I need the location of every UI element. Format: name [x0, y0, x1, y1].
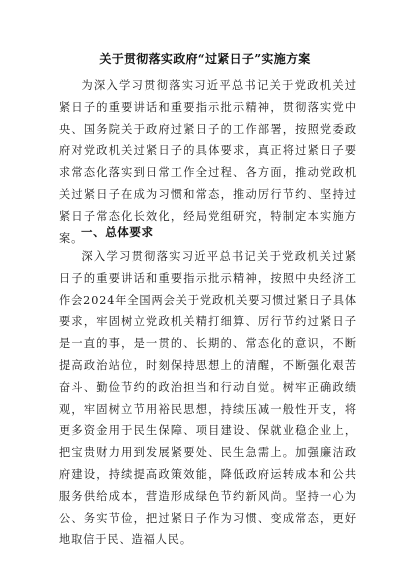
- section-heading: 一、总体要求: [81, 225, 154, 239]
- intro-text: 为深入学习贯彻落实习近平总书记关于党政机关过紧日子的重要讲话和重要指示批示精神，贯彻落实党中央、国务院关于政府过紧日子的工作部署，按照党委政府对党政机关过紧日子的具体要求，真正将过紧日子要求常态化落实到日常工作全过程、各方面，推动党政机关过紧日子在成为习惯和常态，推动厉行节约、坚持过紧日子常态化长效化，经局党组研究，特制定本实施方案。: [59, 79, 357, 245]
- section-body-text: 深入学习贯彻落实习近平总书记关于党政机关过紧日子的重要讲话和重要指示批示精神，按照中央经济工作会2024年全国两会关于党政机关要习惯过紧日子具体要求，牢固树立党政机关精打细算、厉行节约过紧日子是一直的事，是一贯的、长期的、常态化的意识，不断提高政治站位，时刻保持思想上的清醒，不断强化艰苦奋斗、勤俭节约的政治担当和行动自觉。树牢正确政绩观，牢固树立节用裕民思想，持续压减一般性开支，将更多资金用于民生保障、项目建设、保就业稳企业上，把宝贵财力用到发展紧要处、民生急需上。加强廉洁政府建设，持续提高政策效能，降低政府运转成本和公共服务供给成本，营造形成绿色节约新风尚。坚持一心为公、务实节俭，把过紧日子作为习惯、变成常态，更好地取信于民、造福人民。: [59, 250, 357, 547]
- section-body-paragraph: [59, 246, 357, 551]
- document-title: 关于贯彻落实政府“过紧日子”实施方案: [99, 52, 311, 66]
